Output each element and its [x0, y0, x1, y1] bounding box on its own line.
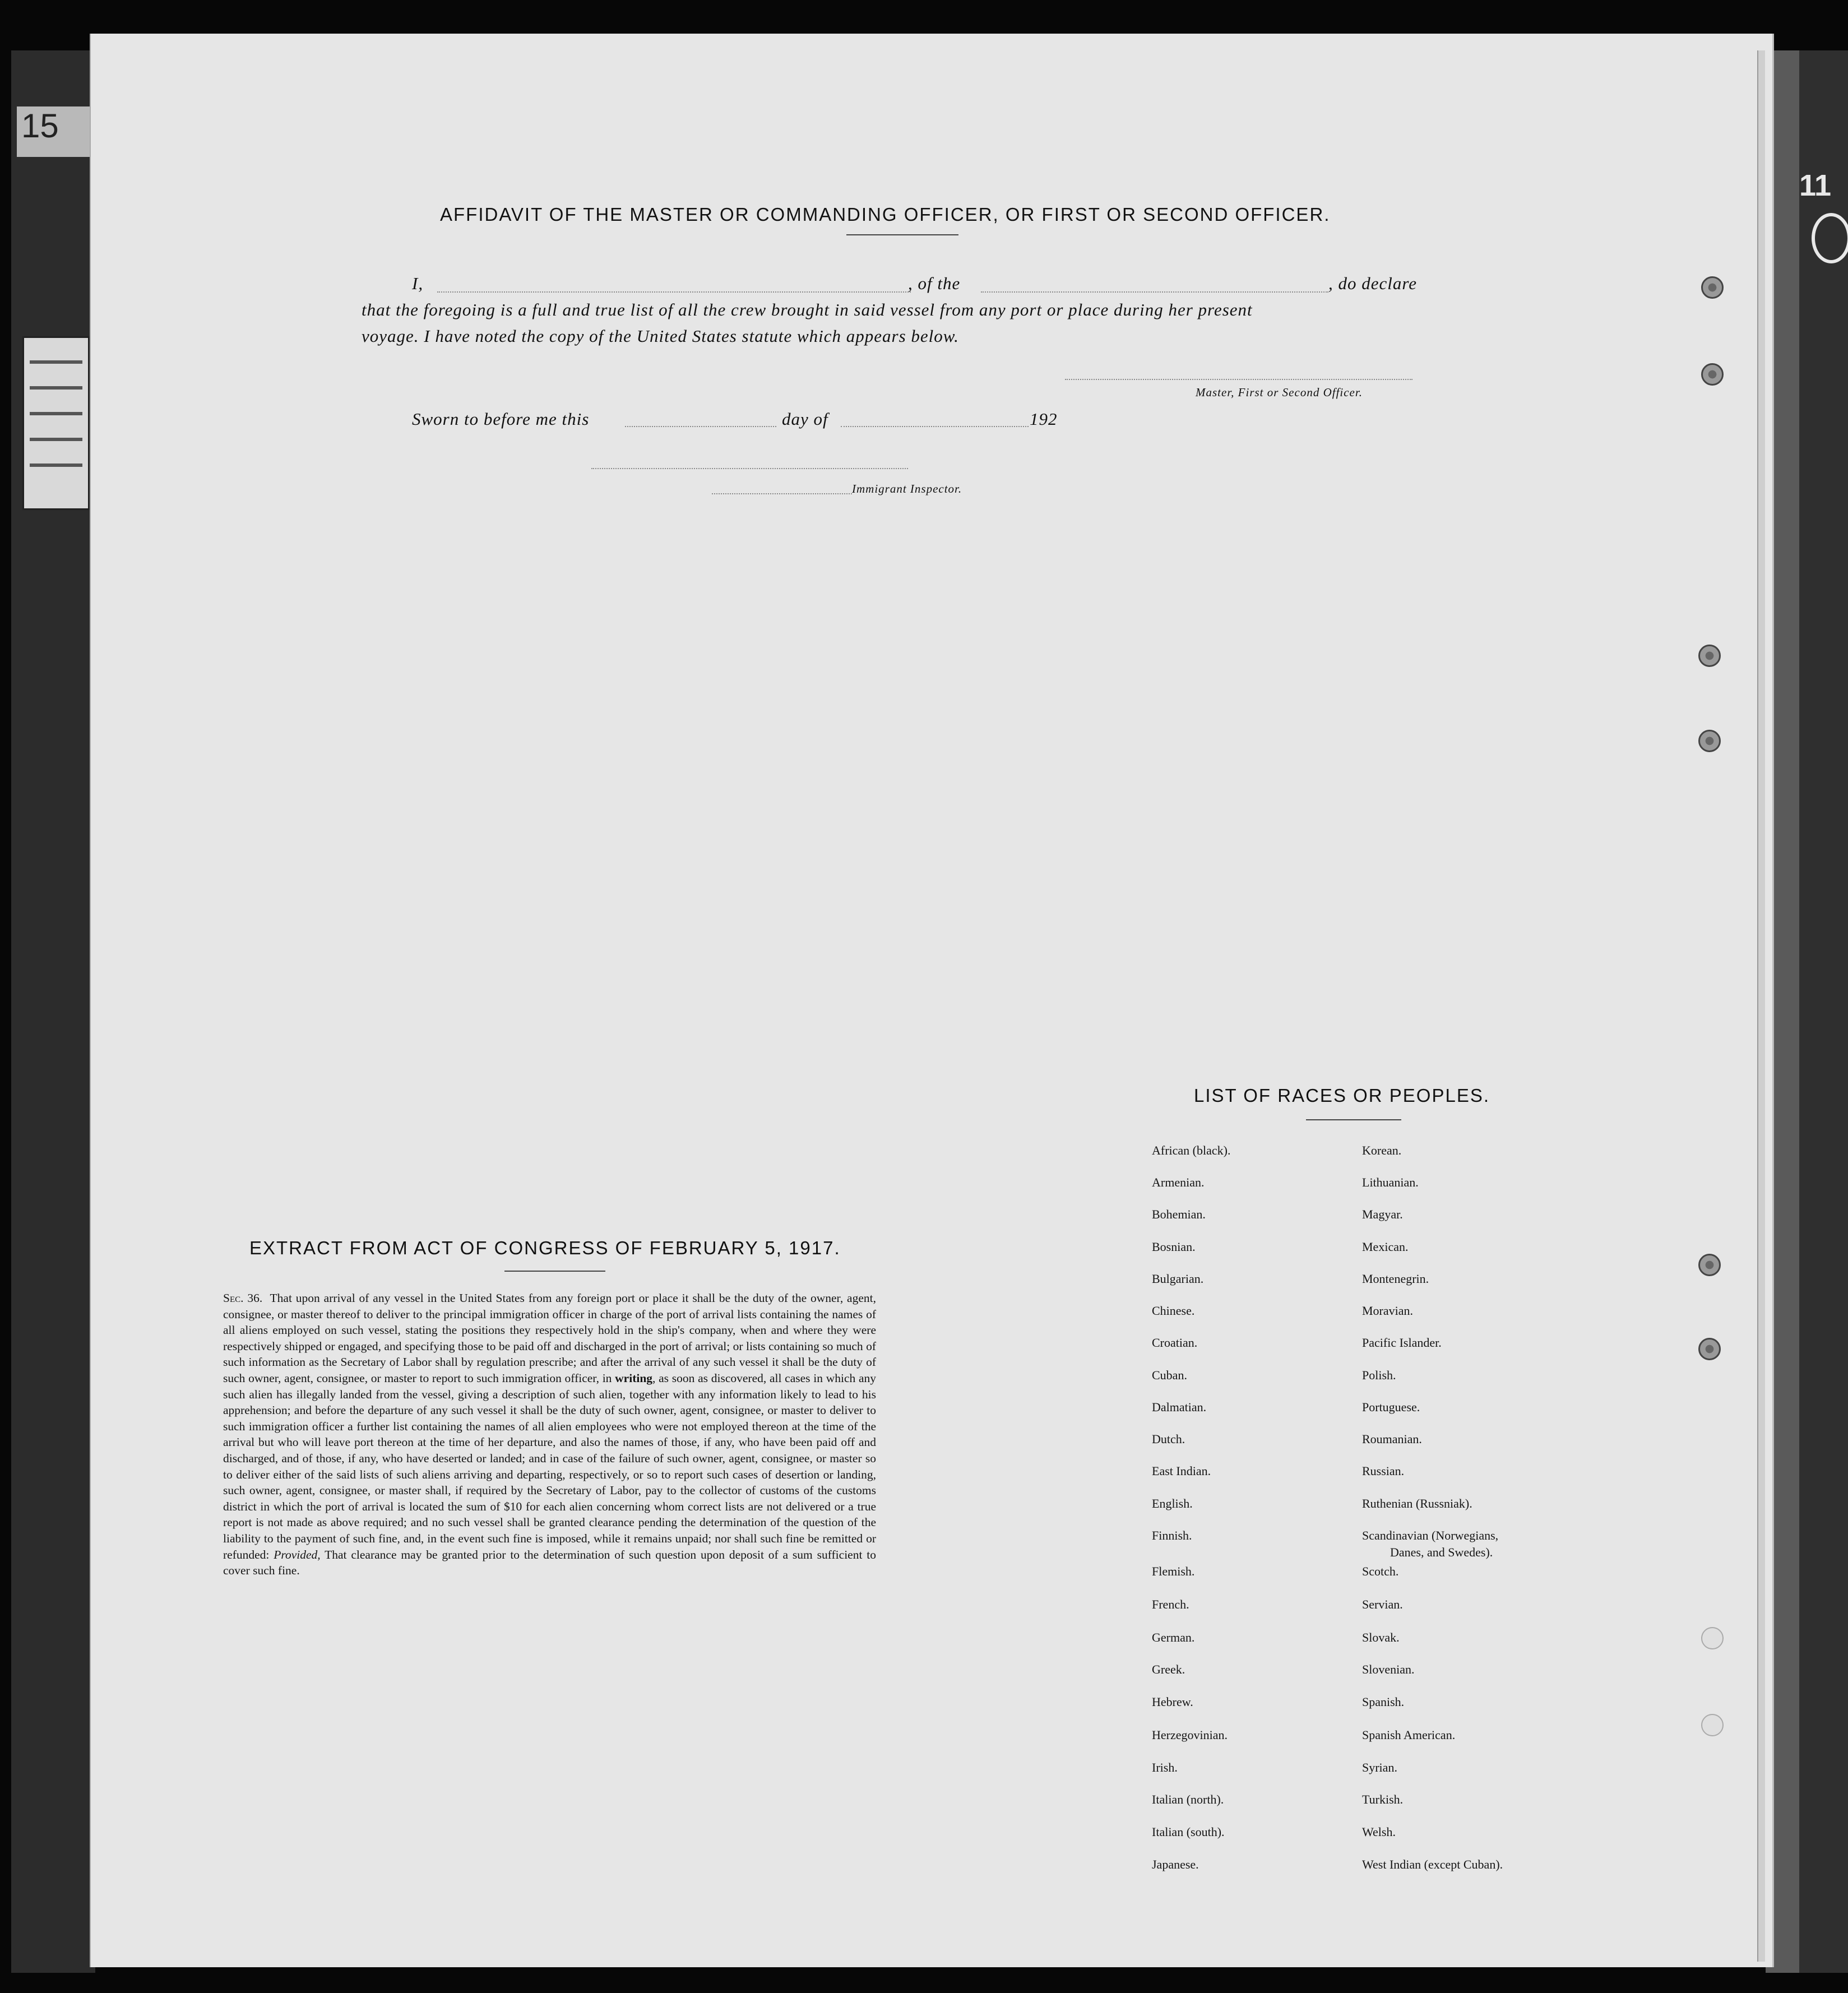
punch-hole [1701, 363, 1724, 386]
race-item: Mexican. [1362, 1240, 1409, 1254]
race-item: Scandinavian (Norwegians, [1362, 1528, 1499, 1542]
extract-title: EXTRACT FROM ACT OF CONGRESS OF FEBRUARY 5, 1917. [249, 1237, 841, 1258]
left-tab-number: 15 [21, 107, 59, 145]
race-item: Lithuanian. [1362, 1175, 1419, 1189]
race-item: Portuguese. [1362, 1400, 1420, 1414]
punch-hole [1698, 1254, 1721, 1276]
race-item: Spanish. [1362, 1695, 1405, 1709]
race-item: Bosnian. [1152, 1240, 1196, 1254]
race-item: Bulgarian. [1152, 1272, 1204, 1286]
race-item: Danes, and Swedes). [1390, 1545, 1493, 1559]
race-item: East Indian. [1152, 1464, 1211, 1478]
sworn-text: Sworn to before me this [412, 409, 590, 429]
race-item: Italian (north). [1152, 1792, 1224, 1806]
race-item: Roumanian. [1362, 1432, 1422, 1446]
name-blank[interactable] [437, 291, 911, 293]
race-item: West Indian (except Cuban). [1362, 1857, 1503, 1871]
race-item: Dutch. [1152, 1432, 1185, 1446]
affidavit-line3: voyage. I have noted the copy of the United States statute which appears below. [362, 326, 959, 346]
race-item: Servian. [1362, 1597, 1403, 1611]
race-item: Montenegrin. [1362, 1272, 1429, 1286]
punch-hole [1701, 1627, 1724, 1649]
races-title: LIST OF RACES OR PEOPLES. [1194, 1085, 1490, 1106]
race-item: Slovak. [1362, 1630, 1400, 1644]
affidavit-title-rule [846, 234, 958, 235]
affidavit-of-the: , of the [908, 274, 961, 293]
statute-writing-word: writing [615, 1371, 653, 1385]
race-item: Italian (south). [1152, 1825, 1225, 1839]
right-circled-mark [1812, 213, 1848, 263]
race-item: Turkish. [1362, 1792, 1404, 1806]
race-item: Scotch. [1362, 1564, 1399, 1578]
affidavit-i: I, [412, 274, 424, 293]
punch-hole [1698, 1338, 1721, 1360]
statute-section-label: Sec. 36. [223, 1291, 263, 1305]
race-item: Dalmatian. [1152, 1400, 1207, 1414]
race-item: Herzegovinian. [1152, 1728, 1228, 1742]
race-item: Finnish. [1152, 1528, 1192, 1542]
race-item: Magyar. [1362, 1207, 1403, 1221]
race-item: Russian. [1362, 1464, 1405, 1478]
statute-text [223, 1290, 876, 1579]
officer-signature-line[interactable] [1065, 379, 1412, 380]
race-item: Flemish. [1152, 1564, 1195, 1578]
race-item: Hebrew. [1152, 1695, 1193, 1709]
punch-hole [1698, 645, 1721, 667]
race-item: Pacific Islander. [1362, 1336, 1442, 1350]
race-item: Japanese. [1152, 1857, 1199, 1871]
document-page [90, 34, 1774, 1967]
sworn-year: 192 [1030, 409, 1058, 429]
race-item: Bohemian. [1152, 1207, 1206, 1221]
statute-part-1: That upon arrival of any vessel in the United States from any foreign port or place it shall be the duty of the owner, agent, consignee, or master thereof to deliver to the principal immigration officer in charge of the port of arrival lists containing the names of all aliens employed on such vessel, stating the positions they respectively hold in the ship's company, when and where they were respectively shipped or engaged, and specifying those to be paid off and discharged in the port of arrival; or lists containing so much of such information as the Secretary of Labor shall by regulation prescribe; and after the arrival of any such vessel it shall be the duty of such owner, agent, consignee, or master to report to such immigration officer, in [223, 1291, 876, 1385]
races-title-rule [1306, 1119, 1401, 1120]
race-item: Ruthenian (Russniak). [1362, 1496, 1472, 1510]
punch-hole [1701, 1714, 1724, 1736]
race-item: Spanish American. [1362, 1728, 1456, 1742]
race-item: Slovenian. [1362, 1662, 1415, 1676]
page-edge [1757, 50, 1765, 1962]
statute-part-2: , as soon as discovered, all cases in which any such alien has illegally landed from the vessel, giving a description of such alien, together with any information likely to lead to his apprehension; and before the departure of any such vessel it shall be the duty of such owner, agent, consignee, or master to deliver to such immigration officer a further list containing the names of all alien employees who were not employed thereon at the time of the arrival but who will leave port thereon at the time of her departure, and also the names of those, if any, who have been paid off and discharged, and of those, if any, who have deserted or landed; and in case of the failure of such owner, agent, consignee, or master so to deliver either of the said lists of such aliens arriving and departing, respectively, or so to report such cases of desertion or landing, such owner, agent, consignee, or master shall, if required by the Secretary of Labor, pay to the collector of customs of the customs district in which the port of arrival is located the sum of $10 for each alien concerning whom correct lists are not delivered or a true report is not made as above required; and no such vessel shall be granted clearance pending the determination of the question of the liability to the payment of such fine, and, in the event such fine is imposed, while it remains unpaid; nor shall such fine be remitted or refunded: [223, 1371, 877, 1561]
underlying-page-right-edge [1799, 50, 1848, 1973]
race-item: Korean. [1362, 1143, 1402, 1157]
extract-title-rule [504, 1271, 605, 1272]
left-index-card [22, 336, 90, 510]
right-page-number: 11 [1799, 169, 1832, 202]
race-item: English. [1152, 1496, 1193, 1510]
punch-hole [1698, 730, 1721, 752]
race-item: Welsh. [1362, 1825, 1396, 1839]
statute-provided-word: Provided, [274, 1547, 321, 1561]
race-item: Croatian. [1152, 1336, 1198, 1350]
sworn-day-blank[interactable] [625, 426, 776, 427]
race-item: German. [1152, 1630, 1195, 1644]
statute-part-3: That clearance may be granted prior to the determination of such question upon deposit of a sum sufficient to cover such fine. [223, 1547, 877, 1578]
race-item: French. [1152, 1597, 1189, 1611]
inspector-caption: Immigrant Inspector. [852, 482, 962, 495]
race-item: Armenian. [1152, 1175, 1205, 1189]
left-page-tab [17, 106, 95, 157]
race-item: Polish. [1362, 1368, 1396, 1382]
affidavit-do-declare: , do declare [1328, 274, 1418, 293]
vessel-blank[interactable] [981, 291, 1328, 293]
sworn-day-of: day of [782, 409, 828, 429]
race-item: Cuban. [1152, 1368, 1187, 1382]
race-item: Irish. [1152, 1760, 1178, 1774]
affidavit-title: AFFIDAVIT OF THE MASTER OR COMMANDING OFFICER, OR FIRST OR SECOND OFFICER. [440, 204, 1331, 225]
sworn-month-blank[interactable] [841, 426, 1029, 427]
race-item: African (black). [1152, 1143, 1231, 1157]
race-item: Greek. [1152, 1662, 1185, 1676]
officer-signature-caption: Master, First or Second Officer. [1196, 386, 1363, 399]
race-item: Moravian. [1362, 1304, 1414, 1318]
punch-hole [1701, 276, 1724, 299]
race-item: Chinese. [1152, 1304, 1195, 1318]
inspector-signature-line[interactable] [591, 468, 908, 469]
inspector-signature-line-2[interactable] [712, 493, 852, 494]
race-item: Syrian. [1362, 1760, 1397, 1774]
affidavit-line2: that the foregoing is a full and true list of all the crew brought in said vessel from any port or place during her present [362, 300, 1253, 319]
